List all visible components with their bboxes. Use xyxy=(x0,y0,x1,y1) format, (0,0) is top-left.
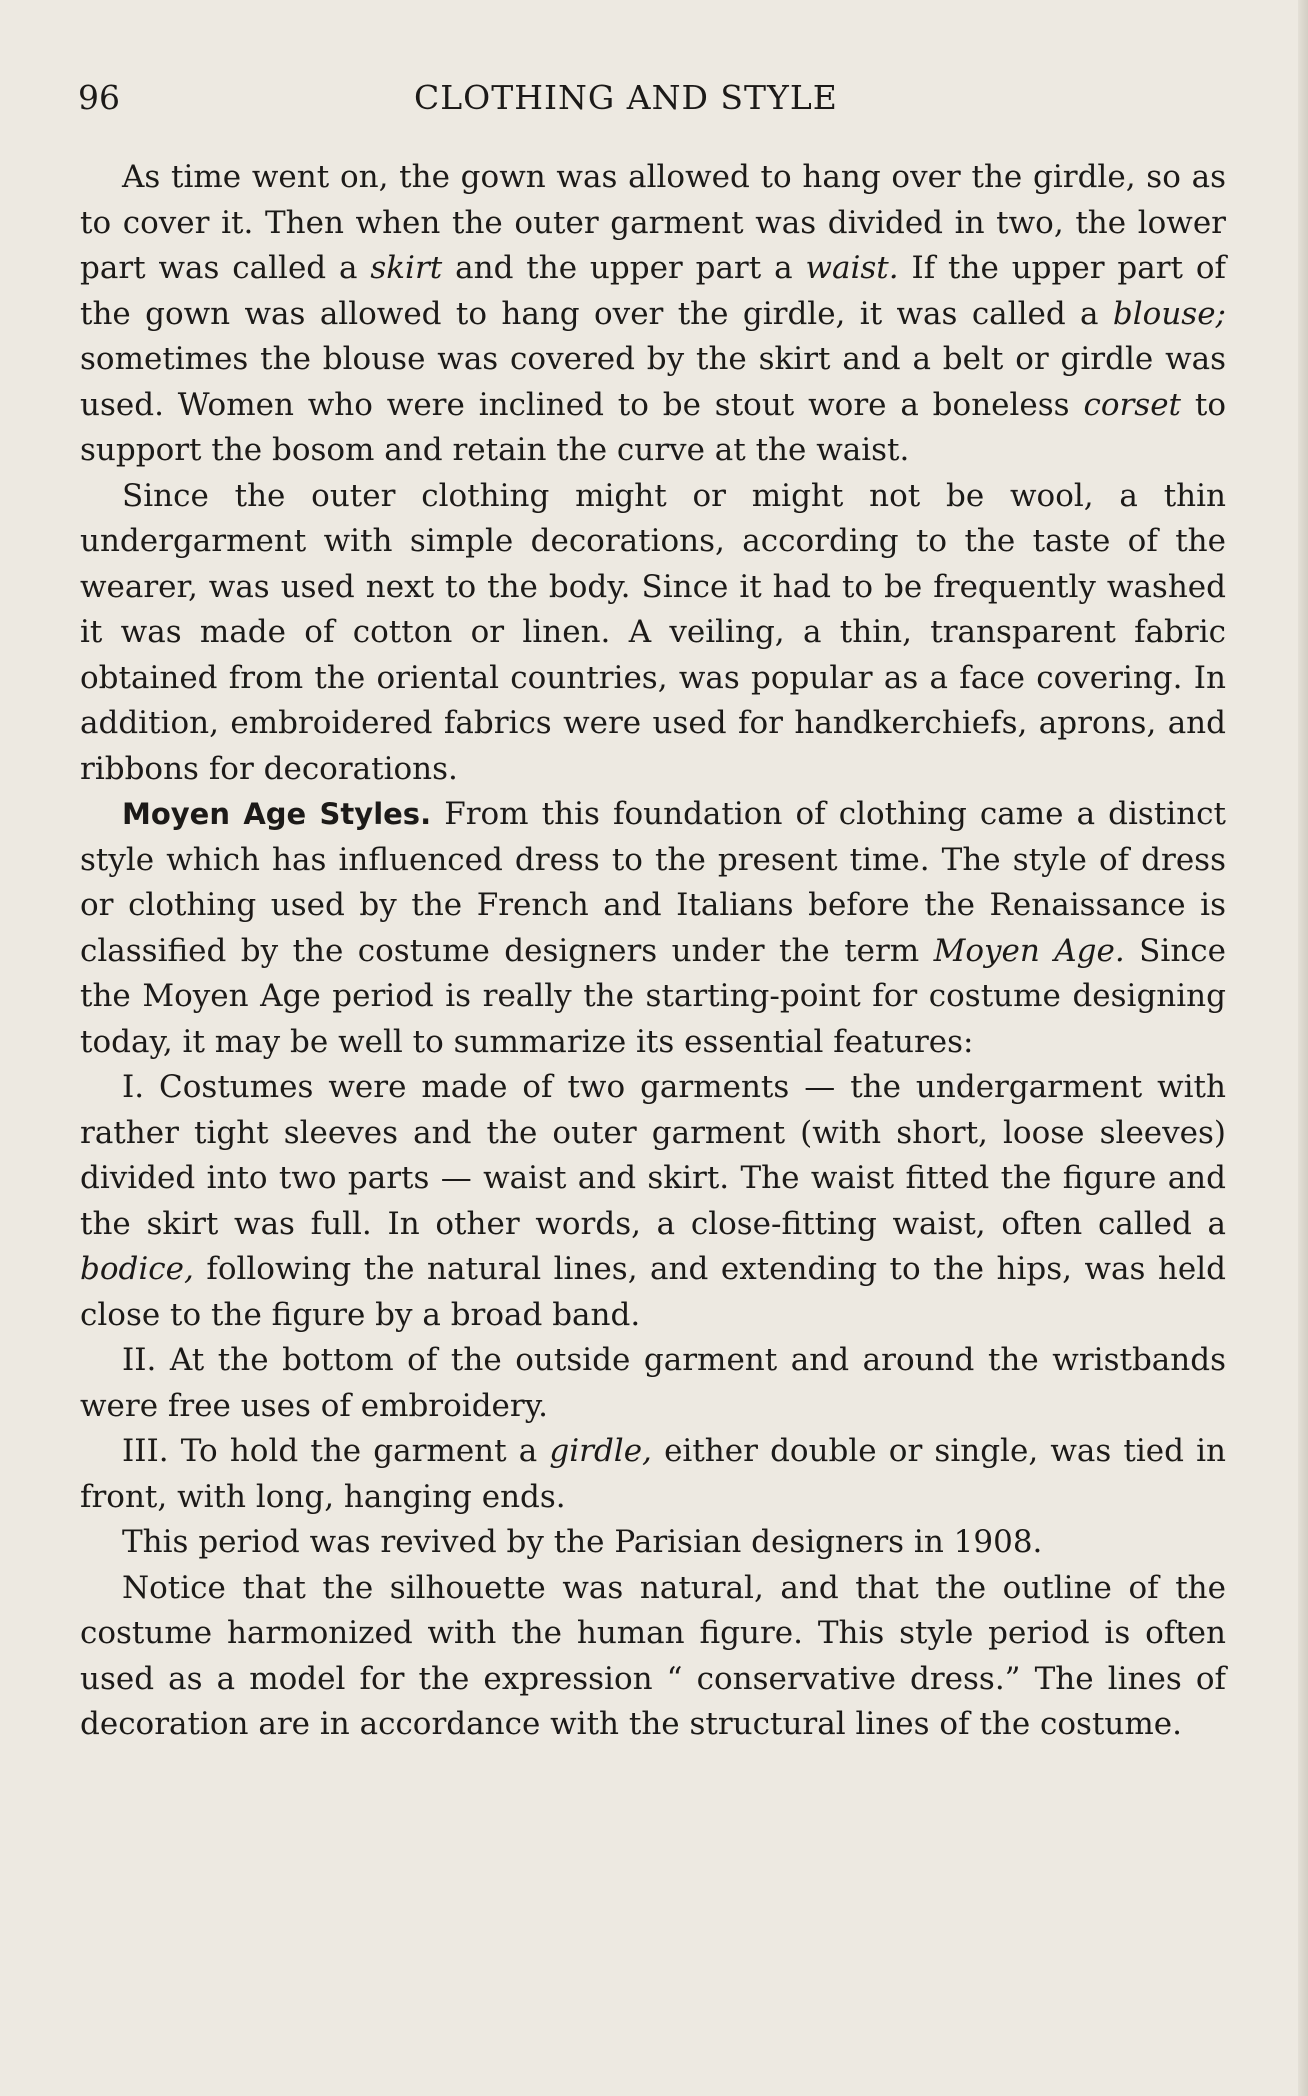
italic-term: bodice, xyxy=(80,1251,194,1287)
italic-term: blouse; xyxy=(1112,295,1226,332)
text-segment: to support the bosom and retain the curve at the waist. xyxy=(80,386,1226,468)
italic-term: skirt xyxy=(370,250,443,286)
text-segment: If the upper part of the gown was allowed to hang over the girdle, it was called a xyxy=(80,250,1226,332)
italic-term: waist. xyxy=(805,250,899,286)
paragraph-revival xyxy=(80,1520,1226,1566)
text-segment: III. To hold the garment a xyxy=(122,1433,550,1469)
text-segment: either double or single, was tied in front, with long, hanging ends. xyxy=(80,1433,1226,1515)
text-segment: and the upper part a xyxy=(442,250,806,286)
paragraph-silhouette xyxy=(80,1566,1226,1748)
paragraph-garments xyxy=(80,155,1226,474)
paragraph-moyen-age-styles xyxy=(80,792,1226,1065)
text-segment: I. Costumes were made of two garments — the undergarment with rather tight sleeves and the outer garment (with short, loose sleeves) divided into two parts — waist and skirt. The waist fitted the figure and the skirt was full. In other words, a close-fitting waist, often called a xyxy=(80,1069,1226,1242)
page-edge-shadow xyxy=(1298,0,1308,2096)
section-run-in-heading: Moyen Age Styles. xyxy=(122,797,432,831)
italic-term: Moyen Age. xyxy=(933,932,1125,969)
text-segment: following the natural lines, and extending to the hips, was held close to the figure by a broad band. xyxy=(80,1251,1226,1333)
list-item-two xyxy=(80,1338,1226,1429)
page-number: 96 xyxy=(78,78,120,117)
text-segment: II. At the bottom of the outside garment and around the wristbands were free uses of embroidery. xyxy=(80,1342,1226,1424)
list-item-three xyxy=(80,1429,1226,1520)
text-segment: This period was revived by the Parisian designers in 1908. xyxy=(122,1524,1043,1560)
text-segment: Since the Moyen Age period is really the starting-point for costume designing today, it may be well to summarize its essential features: xyxy=(80,932,1226,1060)
text-segment: From this foundation of clothing came a distinct style which has influenced dress to the present time. The style of dress or clothing used by the French and Italians before the Renaissance is classified by the costume designers under the term xyxy=(80,796,1226,969)
paragraph-undergarment xyxy=(80,474,1226,793)
italic-term: corset xyxy=(1083,386,1182,423)
page-body xyxy=(80,155,1226,1748)
text-segment: Since the outer clothing might or might not be wool, a thin undergarment with simple decorations, according to the taste of the wearer, was used next to the body. Since it had to be frequently washed it was made of cotton or linen. A veiling, a thin, transparent fabric obtained from the oriental countries, was popular as a face covering. In addition, embroidered fabrics were used for handkerchiefs, aprons, and ribbons for decorations. xyxy=(80,477,1226,787)
page-header xyxy=(78,78,1226,128)
list-item-one xyxy=(80,1065,1226,1338)
running-head: CLOTHING AND STYLE xyxy=(414,78,838,117)
text-segment: sometimes the blouse was covered by the skirt and a belt or girdle was used. Women who were inclined to be stout wore a boneless xyxy=(80,341,1226,423)
text-segment: As time went on, the gown was allowed to hang over the girdle, so as to cover it. Then when the outer garment was divided in two, the lower part was called a xyxy=(80,159,1226,286)
italic-term: girdle, xyxy=(549,1433,652,1469)
text-segment: Notice that the silhouette was natural, and that the outline of the costume harmonized with the human figure. This style period is often used as a model for the expression “ conservative dress.” The lines of decoration are in accordance with the structural lines of the costume. xyxy=(80,1569,1226,1742)
